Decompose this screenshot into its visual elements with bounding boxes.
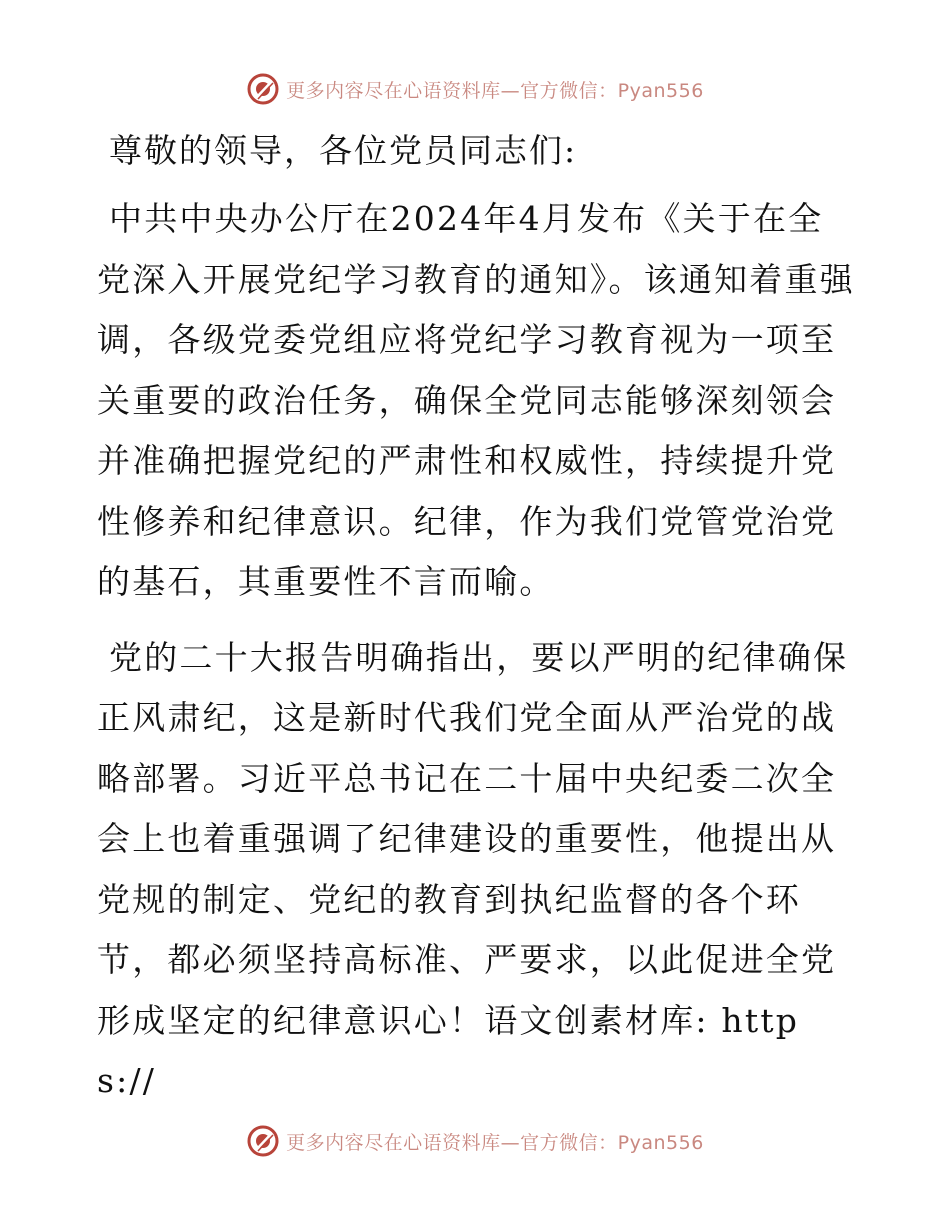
paragraph-2: 党的二十大报告明确指出，要以严明的纪律确保正风肃纪，这是新时代我们党全面从严治党的战略部署。习近平总书记在二十届中央纪委二次全会上也着重强调了纪律建设的重要性，他提出从党规的制定、党纪的教育到执纪监督的各个环节，都必须坚持高标准、严要求，以此促进全党形成坚定的纪律意识心！语文创素材库: https:// — [97, 637, 849, 1100]
greeting: 尊敬的领导，各位党员同志们: — [109, 131, 578, 170]
watermark-text: 更多内容尽在心语资料库—官方微信：Pyan556 — [286, 1131, 704, 1154]
watermark-footer — [0, 1124, 950, 1158]
watermark-header — [0, 72, 950, 106]
document-body — [97, 127, 857, 1127]
red-circle-logo-icon — [246, 72, 280, 106]
watermark-text: 更多内容尽在心语资料库—官方微信：Pyan556 — [286, 79, 704, 102]
paragraph-1: 中共中央办公厅在2024年4月发布《关于在全党深入开展党纪学习教育的通知》。该通知着重强调，各级党委党组应将党纪学习教育视为一项至关重要的政治任务，确保全党同志能够深刻领会并准确把握党纪的严肃性和权威性，持续提升党性修养和纪律意识。纪律，作为我们党管党治党的基石，其重要性不言而喻。 — [97, 199, 855, 601]
red-circle-logo-icon — [246, 1124, 280, 1158]
